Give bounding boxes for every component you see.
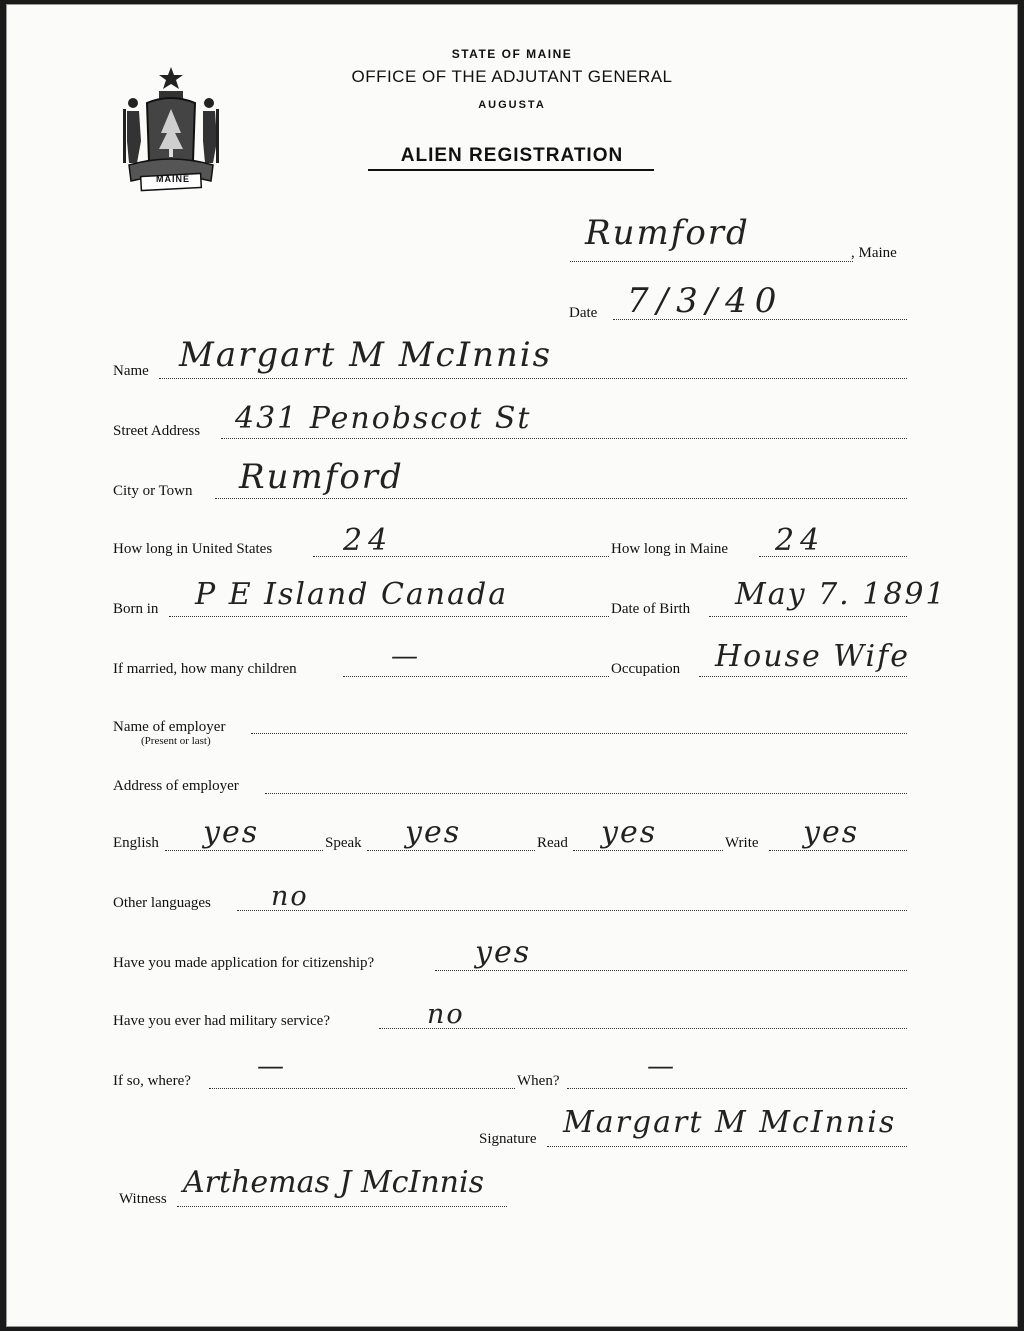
write-value: yes: [803, 815, 860, 850]
military-value: no: [427, 999, 465, 1030]
title-underline: [368, 169, 654, 171]
witness-value: Arthemas J McInnis: [183, 1165, 484, 1200]
city-label: City or Town: [113, 483, 193, 499]
where-line: [209, 1088, 515, 1089]
witness-label: Witness: [119, 1191, 167, 1207]
occupation-value: House Wife: [715, 639, 910, 674]
occupation-label: Occupation: [611, 661, 681, 677]
how-long-us-value: 24: [343, 523, 394, 558]
how-long-us-label: How long in United States: [113, 541, 273, 557]
when-label: When?: [517, 1073, 560, 1089]
born-in-value: P E Island Canada: [195, 577, 509, 612]
other-languages-line: [237, 910, 907, 911]
employer-address-label: Address of employer: [113, 778, 239, 794]
form-title: ALIEN REGISTRATION: [400, 145, 624, 166]
name-label: Name: [113, 363, 149, 379]
citizenship-value: yes: [475, 935, 532, 970]
born-in-line: [169, 616, 609, 617]
city-value: Rumford: [239, 457, 404, 497]
street-line: [221, 438, 907, 439]
citizenship-label: Have you made application for citizenship?: [113, 955, 375, 971]
read-value: yes: [601, 815, 658, 850]
witness-line: [177, 1206, 507, 1207]
date-of-birth-label: Date of Birth: [611, 601, 691, 617]
street-value: 431 Penobscot St: [235, 401, 532, 436]
employer-name-sublabel: (Present or last): [141, 735, 211, 747]
children-label: If married, how many children: [113, 661, 297, 677]
city-line: [215, 498, 907, 499]
how-long-maine-label: How long in Maine: [611, 541, 729, 557]
state-seal-icon: [119, 63, 223, 193]
children-line: [343, 676, 609, 677]
occupation-line: [699, 676, 907, 677]
town-line: [570, 261, 853, 262]
read-label: Read: [537, 835, 568, 851]
write-line: [769, 850, 907, 851]
write-label: Write: [725, 835, 759, 851]
signature-value: Margart M McInnis: [563, 1105, 897, 1140]
citizenship-line: [435, 970, 907, 971]
name-line: [159, 378, 907, 379]
other-languages-value: no: [271, 881, 309, 912]
date-value: 7/3/40: [627, 281, 785, 321]
employer-name-line: [251, 733, 907, 734]
date-label: Date: [569, 305, 598, 321]
when-line: [567, 1088, 907, 1089]
where-label: If so, where?: [113, 1073, 191, 1089]
english-line: [165, 850, 323, 851]
street-label: Street Address: [113, 423, 201, 439]
military-label: Have you ever had military service?: [113, 1013, 330, 1029]
town-value: Rumford: [585, 213, 750, 253]
date-of-birth-value: May 7. 1891: [735, 577, 947, 612]
born-in-label: Born in: [113, 601, 159, 617]
employer-name-label: Name of employer: [113, 719, 226, 735]
speak-line: [367, 850, 535, 851]
registration-form: [6, 4, 1018, 1327]
office-heading: OFFICE OF THE ADJUTANT GENERAL: [351, 67, 673, 86]
date-of-birth-line: [709, 616, 907, 617]
signature-line: [547, 1146, 907, 1147]
english-value: yes: [203, 815, 260, 850]
speak-label: Speak: [325, 835, 362, 851]
employer-address-line: [265, 793, 907, 794]
other-languages-label: Other languages: [113, 895, 211, 911]
name-value: Margart M McInnis: [179, 335, 553, 375]
speak-value: yes: [405, 815, 462, 850]
children-value: —: [391, 641, 420, 672]
when-value: —: [647, 1051, 676, 1082]
signature-label: Signature: [479, 1131, 537, 1147]
maine-label: , Maine: [851, 245, 897, 261]
english-label: English: [113, 835, 159, 851]
state-heading: STATE OF MAINE: [451, 47, 573, 61]
how-long-maine-value: 24: [775, 523, 826, 558]
where-value: —: [257, 1051, 286, 1082]
city-heading: AUGUSTA: [478, 99, 546, 111]
read-line: [573, 850, 723, 851]
seal-text: MAINE: [156, 174, 190, 184]
